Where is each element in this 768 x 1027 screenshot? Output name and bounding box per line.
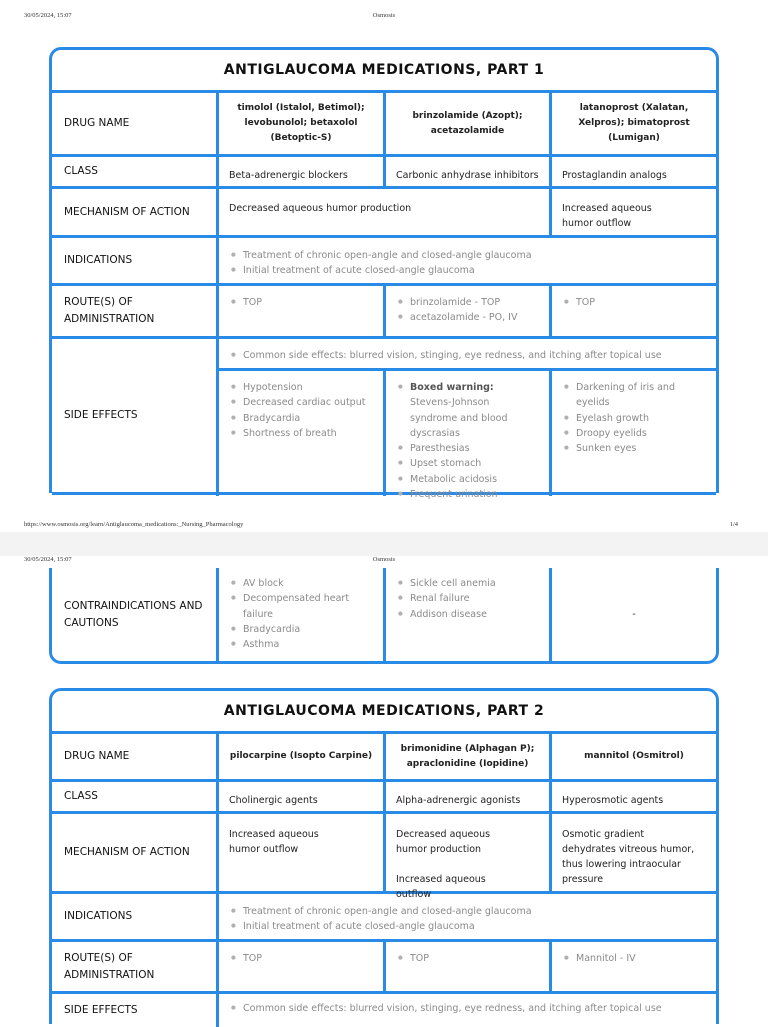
label-routes: ROUTE(S) OF ADMINISTRATION [64,296,155,325]
drug-name-2: brinzolamide (Azopt); acetazolamide [412,110,523,136]
list-item: ● Upset stomach [410,456,526,471]
list-item: ● Hypotension [243,380,373,395]
drug-name-1: pilocarpine (Isopto Carpine) [229,751,373,761]
mechanism-1: Increased aqueous humor outflow [229,829,319,855]
list-item: ● Metabolic acidosis [410,472,526,487]
list-item: ● Sickle cell anemia [410,576,539,591]
label-side-effects: SIDE EFFECTS [64,1004,138,1016]
drug-name-3: latanoprost (Xalatan, Xelpros); bimatoprost (Lumigan) [578,103,690,143]
class-2: Carbonic anhydrase inhibitors [396,170,539,181]
list-item: ● Addison disease [410,607,539,622]
list-item: ● Treatment of chronic open-angle and closed-angle glaucoma [243,904,699,919]
drug-name-1: timolol (Istalol, Betimol); levobunolol; betaxolol (Betoptic-S) [237,103,365,143]
page-header [0,556,768,568]
list-item: ● AV block [243,576,359,591]
list-item: ● Bradycardia [243,622,359,637]
mechanism-2b: Increased aqueous outflow [396,874,486,900]
label-indications: INDICATIONS [64,254,133,266]
route-3 [552,943,716,974]
list-item: ● Initial treatment of acute closed-angle glaucoma [243,919,699,934]
side-effects-1 [219,372,383,449]
list-item: ● Initial treatment of acute closed-angle glaucoma [243,263,699,278]
list-item: ● Treatment of chronic open-angle and closed-angle glaucoma [243,248,699,263]
list-item: ● TOP [410,951,539,966]
list-item: ● Sunken eyes [576,441,682,456]
list-item: ● Darkening of iris and eyelids [576,380,682,411]
label-side-effects: SIDE EFFECTS [64,409,138,421]
drug-name-2: brimonidine (Alphagan P); apraclonidine (Iopidine) [400,743,535,769]
contra-2 [386,574,549,630]
route-2 [386,287,549,334]
print-date: 30/05/2024, 15:07 [24,12,72,19]
list-item: ● Renal failure [410,591,539,606]
class-3: Hyperosmotic agents [562,795,664,806]
print-date: 30/05/2024, 15:07 [24,556,72,563]
boxed-warning-label: Boxed warning: [410,382,494,393]
label-contraindications: CONTRAINDICATIONS AND CAUTIONS [64,599,203,629]
list-item: ● Asthma [243,637,359,652]
label-mechanism: MECHANISM OF ACTION [64,205,190,218]
list-item: ● Shortness of breath [243,426,373,441]
list-item: ● TOP [243,951,373,966]
label-routes: ROUTE(S) OF ADMINISTRATION [64,951,155,981]
list-item: ● TOP [576,295,706,310]
label-class: CLASS [64,790,98,802]
mechanism-shared: Decreased aqueous humor production [229,203,412,214]
list-item: ● brinzolamide - TOP [410,295,539,310]
class-2: Alpha-adrenergic agonists [396,795,521,806]
list-item [410,380,526,441]
class-3: Prostaglandin analogs [562,170,667,181]
list-item: ● Paresthesias [410,441,526,456]
side-effects-common [219,340,709,371]
part1-table [49,47,719,501]
part2-title: ANTIGLAUCOMA MEDICATIONS, PART 2 [223,703,545,719]
drug-name-3: mannitol (Osmitrol) [584,751,684,761]
route-1 [219,287,383,318]
route-3 [552,287,716,318]
route-2 [386,943,549,974]
part2-table [49,688,719,1024]
list-item: ● Bradycardia [243,411,373,426]
part1-table-continued [49,568,719,664]
boxed-warning-text: Stevens-Johnson syndrome and blood dyscrasias [410,397,508,439]
list-item: ● TOP [243,295,373,310]
contra-3: - [632,609,636,620]
mechanism-3: Increased aqueous humor outflow [562,203,652,229]
mechanism-2a: Decreased aqueous humor production [396,829,491,855]
label-indications: INDICATIONS [64,910,133,922]
list-item: ● Decreased cardiac output [243,395,373,410]
label-drug-name: DRUG NAME [64,750,130,762]
label-mechanism: MECHANISM OF ACTION [64,846,190,858]
list-item: ● Frequent urination [410,487,526,502]
label-class: CLASS [64,165,98,177]
list-item: ● Mannitol - IV [576,951,706,966]
side-effects-3 [552,372,692,464]
page-break [0,532,768,558]
side-effects-2 [386,372,536,510]
contra-1 [219,574,369,660]
print-title: Osmosis [372,12,396,19]
list-item: ● Decompensated heart failure [243,591,359,622]
page-header [0,12,768,24]
list-item: ● Common side effects: blurred vision, stinging, eye redness, and itching after topical use [243,348,699,363]
footer-url[interactable]: https://www.osmosis.org/learn/Antiglaucoma_medications:_Nursing_Pharmacology [24,521,244,528]
class-1: Beta-adrenergic blockers [229,170,348,181]
indications [219,240,709,287]
indications-list [229,248,699,279]
indications [219,896,709,943]
class-1: Cholinergic agents [229,795,318,806]
side-effects-common [219,996,709,1024]
list-item: ● Eyelash growth [576,411,682,426]
list-item: ● Droopy eyelids [576,426,682,441]
part1-title: ANTIGLAUCOMA MEDICATIONS, PART 1 [223,62,545,78]
route-1 [219,943,383,974]
footer-page-number: 1/4 [729,521,738,528]
print-title: Osmosis [372,556,396,563]
label-drug-name: DRUG NAME [64,117,130,129]
list-item: ● Common side effects: blurred vision, stinging, eye redness, and itching after topical use [243,1001,699,1016]
list-item: ● acetazolamide - PO, IV [410,310,539,325]
mechanism-3: Osmotic gradient dehydrates vitreous humor, thus lowering intraocular pressure [562,829,695,885]
